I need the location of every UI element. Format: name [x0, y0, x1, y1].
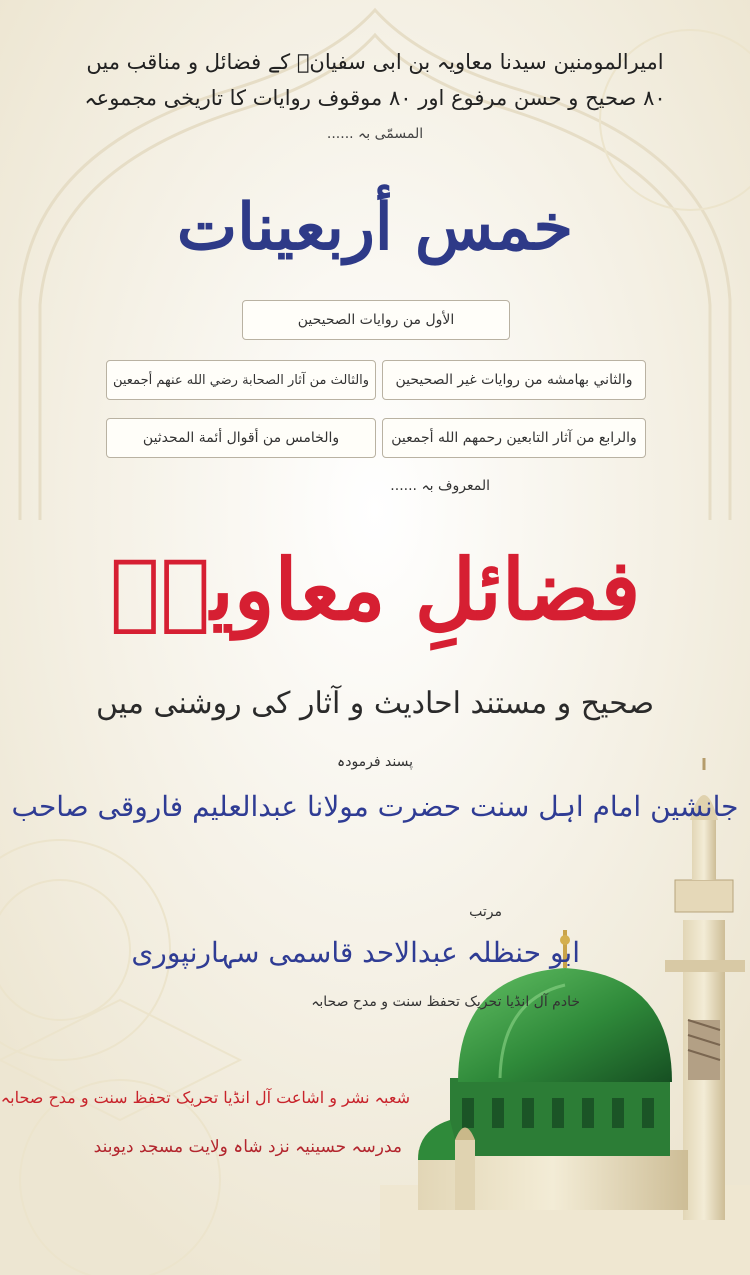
- book-subtitle: صحیح و مستند احادیث و آثار کی روشنی میں: [95, 686, 655, 721]
- header-line-3: المسمّی بہ ......: [326, 126, 424, 142]
- section-box-fifth: والخامس من أقوال أئمة المحدثين: [106, 418, 376, 458]
- section-box-second: والثاني بهامشه من روايات غير الصحيحين: [382, 360, 646, 400]
- supervisor-name: جانشین امام اہل سنت حضرت مولانا عبدالعلیم فاروقی صاحب: [11, 790, 739, 823]
- header-line-2: ۸۰ صحیح و حسن مرفوع اور ۸۰ موقوف روایات کا تاریخی مجموعہ: [84, 86, 666, 110]
- compiler-role: خادم آل انڈیا تحریک تحفظ سنت و مدح صحابہ: [311, 994, 580, 1010]
- section-box-fourth: والرابع من آثار التابعين رحمهم الله أجمعين: [382, 418, 646, 458]
- section-box-third: والثالث من آثار الصحابة رضي الله عنهم أجمعين: [106, 360, 376, 400]
- book-title: فضائلِ معاویہؓ: [109, 540, 641, 639]
- compiler-name: ابو حنظلہ عبدالاحد قاسمی سہارنپوری: [131, 936, 580, 969]
- section-box-first: الأول من روايات الصحيحين: [242, 300, 510, 340]
- arabic-main-title: خمس أربعينات: [176, 190, 574, 265]
- publisher-name: شعبہ نشر و اشاعت آل انڈیا تحریک تحفظ سنت و مدح صحابہ: [0, 1088, 410, 1107]
- header-line-1: امیرالمومنین سیدنا معاویہ بن ابی سفیانؓ کے فضائل و مناقب میں: [86, 50, 664, 74]
- publisher-address: مدرسہ حسینیہ نزد شاہ ولایت مسجد دیوبند: [93, 1137, 402, 1157]
- supervision-label: پسند فرمودہ: [337, 754, 413, 770]
- known-as-label: المعروف بہ ......: [390, 478, 490, 494]
- compiler-label: مرتب: [469, 904, 502, 920]
